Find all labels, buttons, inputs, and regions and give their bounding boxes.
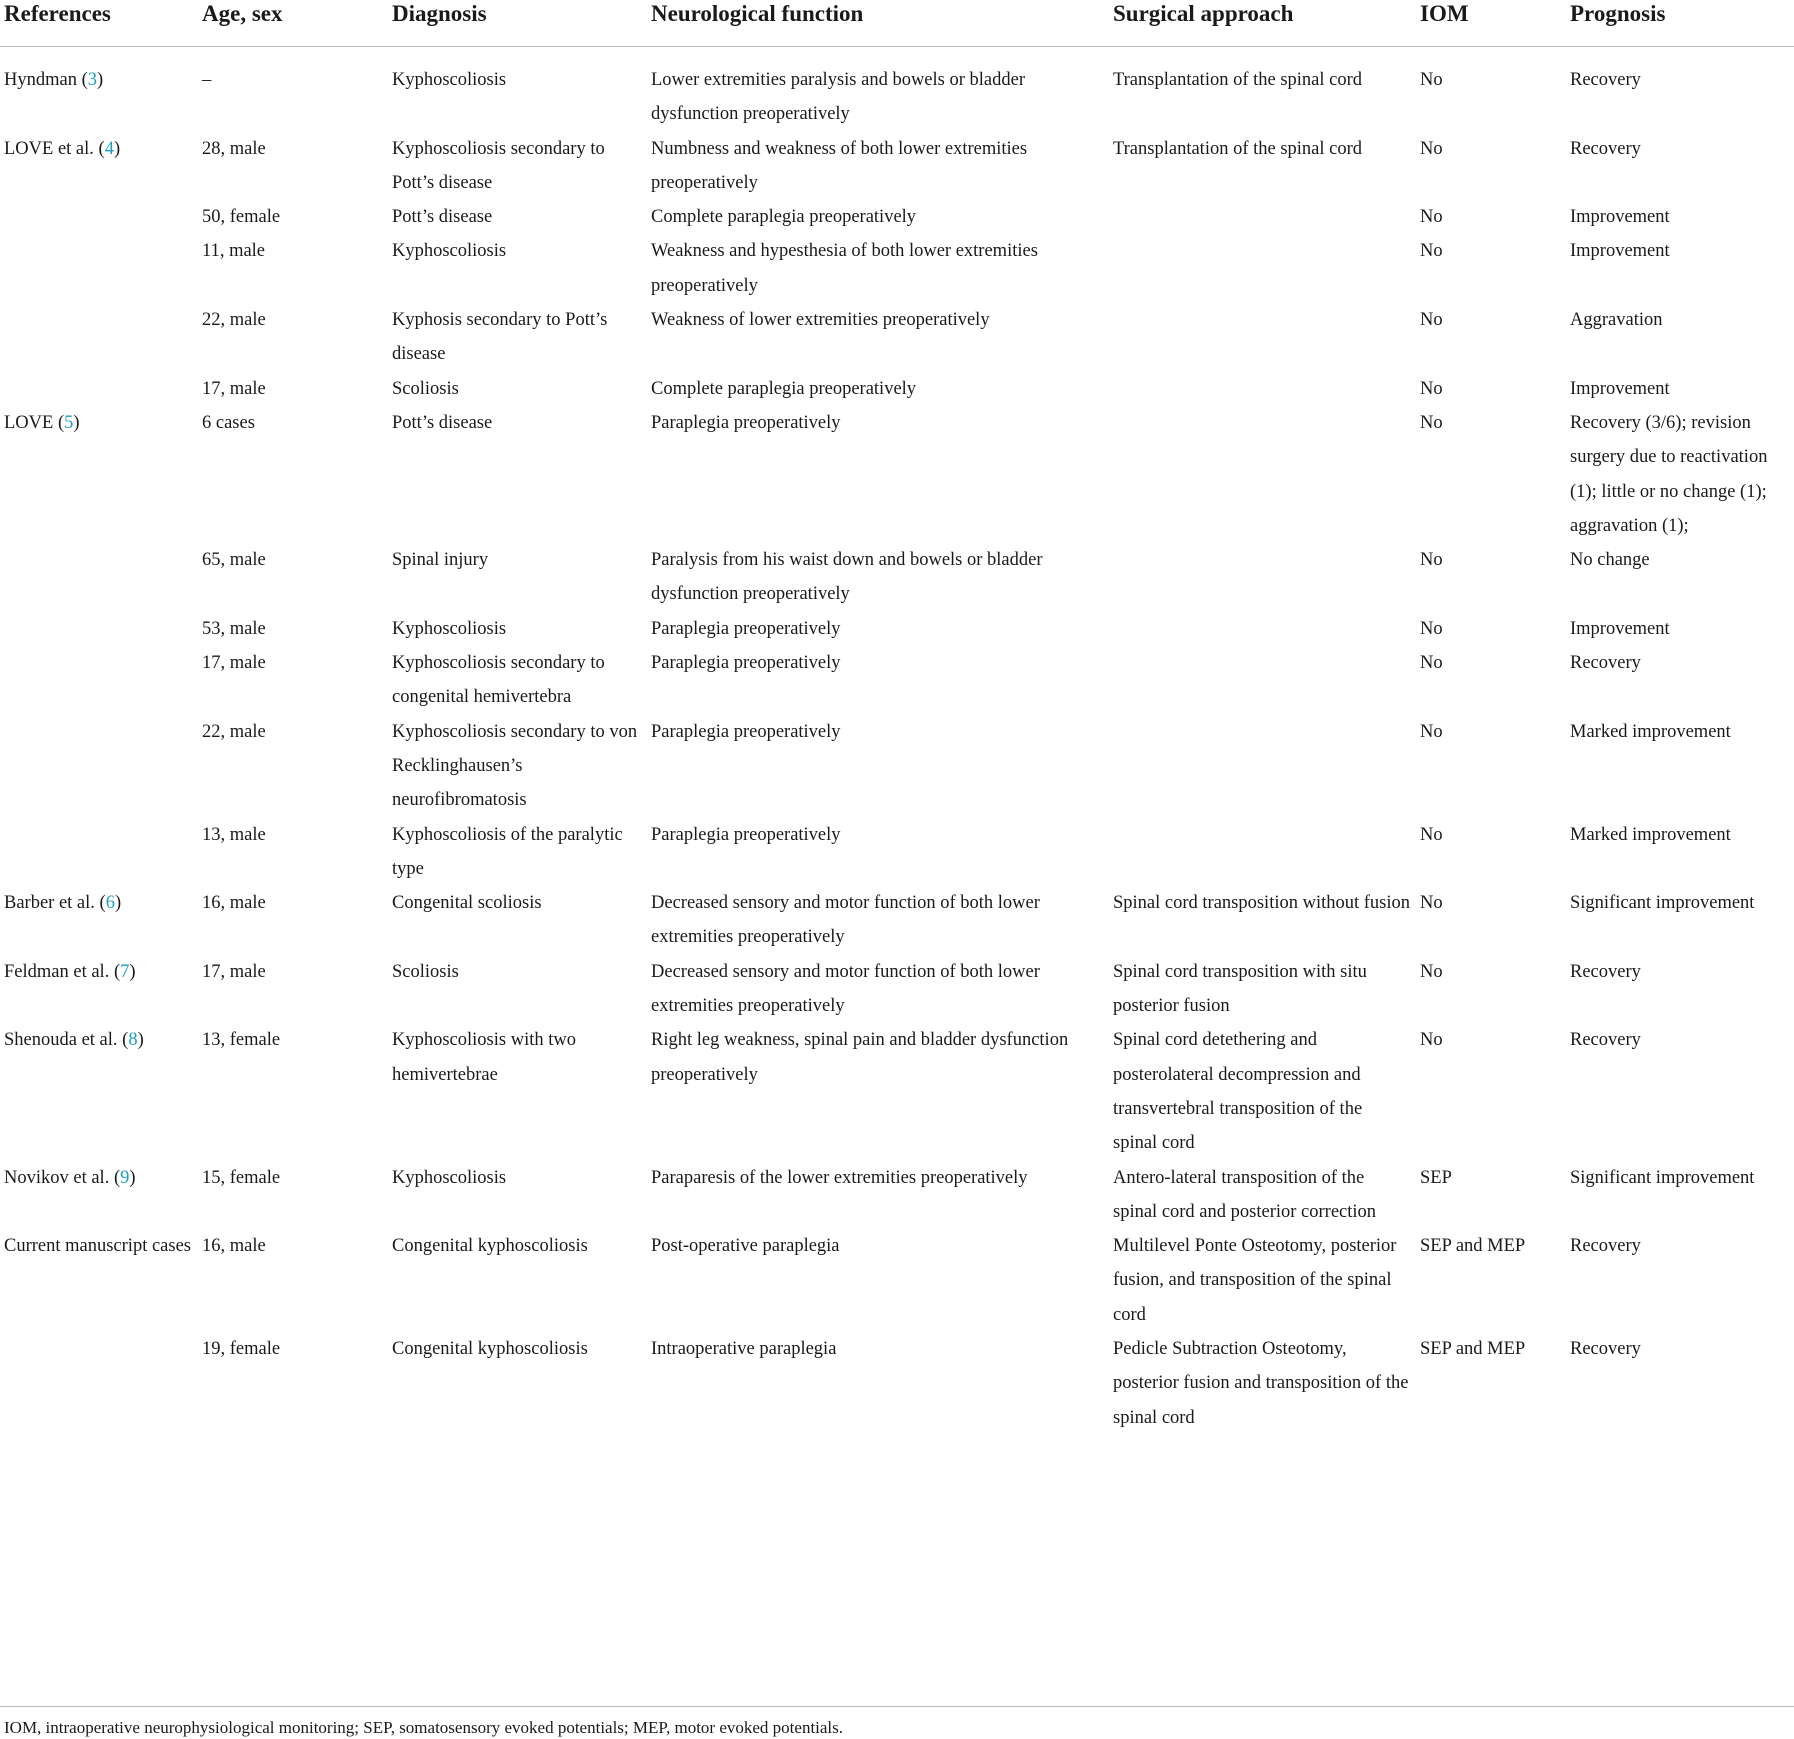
cell-diagnosis: Congenital scoliosis xyxy=(392,893,542,914)
table-row xyxy=(0,234,1794,303)
reference-close: ) xyxy=(129,1167,136,1188)
table-header xyxy=(0,0,1794,47)
cell-reference xyxy=(0,132,198,201)
table-row xyxy=(0,372,1794,406)
reference-text: Feldman et al. ( xyxy=(4,961,121,982)
cell-iom: No xyxy=(1420,824,1443,845)
cell-prognosis: Significant improvement xyxy=(1570,893,1755,914)
cell-age-sex: 13, male xyxy=(202,824,266,845)
cell-prognosis: Recovery xyxy=(1570,1030,1641,1051)
cell-iom: No xyxy=(1420,961,1443,982)
cell-age-sex: 11, male xyxy=(202,241,266,262)
cell-neurological-function: Right leg weakness, spinal pain and bladder dysfunction preoperatively xyxy=(651,1030,1069,1085)
cell-neurological-function: Lower extremities paralysis and bowels or bladder dysfunction preoperatively xyxy=(651,70,1025,125)
cell-iom: No xyxy=(1420,721,1443,742)
table-row xyxy=(0,612,1794,646)
cell-reference xyxy=(0,406,198,543)
cell-diagnosis: Scoliosis xyxy=(392,378,459,399)
table-row xyxy=(0,47,1794,132)
cell-surgical-approach xyxy=(1109,715,1416,818)
cell-surgical-approach: Spinal cord transposition without fusion xyxy=(1113,893,1411,914)
cell-reference xyxy=(0,234,198,303)
reference-close: ) xyxy=(113,138,121,159)
header-diagnosis: Diagnosis xyxy=(388,0,647,47)
cell-diagnosis: Pott’s disease xyxy=(392,207,493,228)
table-row xyxy=(0,1023,1794,1160)
cell-surgical-approach xyxy=(1109,372,1416,406)
cell-iom: No xyxy=(1420,241,1443,262)
table-row xyxy=(0,132,1794,201)
cell-reference xyxy=(0,1332,198,1443)
cell-diagnosis: Kyphoscoliosis secondary to Pott’s disease xyxy=(392,138,605,193)
cell-surgical-approach: Multilevel Ponte Osteotomy, posterior fusion, and transposition of the spinal cord xyxy=(1113,1236,1397,1325)
reference-text: Shenouda et al. ( xyxy=(4,1030,129,1051)
cell-prognosis: Marked improvement xyxy=(1570,824,1731,845)
cell-neurological-function: Paraplegia preoperatively xyxy=(651,824,841,845)
table-body xyxy=(0,47,1794,1443)
cell-prognosis: Recovery xyxy=(1570,961,1641,982)
reference-link[interactable]: 7 xyxy=(120,961,130,982)
table-row xyxy=(0,646,1794,715)
cell-prognosis: Recovery xyxy=(1570,138,1641,159)
table-row xyxy=(0,303,1794,372)
cell-neurological-function: Numbness and weakness of both lower extremities preoperatively xyxy=(651,138,1028,193)
reference-close: ) xyxy=(137,1030,144,1051)
reference-link[interactable]: 4 xyxy=(104,138,114,159)
cell-neurological-function: Paraplegia preoperatively xyxy=(651,653,841,674)
table-row xyxy=(0,543,1794,612)
table-row xyxy=(0,886,1794,955)
cell-age-sex: 65, male xyxy=(202,550,266,571)
cell-age-sex: 15, female xyxy=(202,1167,281,1188)
header-row xyxy=(0,0,1794,47)
cell-reference xyxy=(0,372,198,406)
cell-iom: No xyxy=(1420,412,1443,433)
cell-neurological-function: Complete paraplegia preoperatively xyxy=(651,378,917,399)
cell-diagnosis: Kyphosis secondary to Pott’s disease xyxy=(392,310,608,365)
table-footnote: IOM, intraoperative neurophysiological monitoring; SEP, somatosensory evoked potentials; MEP, motor evoked potentials. xyxy=(0,1706,1794,1739)
cell-diagnosis: Congenital kyphoscoliosis xyxy=(392,1338,588,1359)
cell-neurological-function: Complete paraplegia preoperatively xyxy=(651,207,917,228)
cell-iom: No xyxy=(1420,893,1443,914)
cell-surgical-approach xyxy=(1109,303,1416,372)
cell-diagnosis: Kyphoscoliosis xyxy=(392,1167,507,1188)
cell-surgical-approach xyxy=(1109,612,1416,646)
cell-age-sex: 17, male xyxy=(202,961,266,982)
cell-iom: No xyxy=(1420,207,1443,228)
cell-diagnosis: Spinal injury xyxy=(392,550,489,571)
table-row xyxy=(0,818,1794,887)
cell-diagnosis: Kyphoscoliosis secondary to von Recklinghausen’s neurofibromatosis xyxy=(392,721,638,811)
reference-link[interactable]: 8 xyxy=(128,1030,138,1051)
cell-neurological-function: Weakness of lower extremities preoperatively xyxy=(651,310,990,331)
header-prognosis: Prognosis xyxy=(1566,0,1794,47)
cell-iom: SEP xyxy=(1420,1167,1452,1188)
cell-age-sex: 19, female xyxy=(202,1338,281,1359)
cell-prognosis: Improvement xyxy=(1570,378,1670,399)
table-row xyxy=(0,1161,1794,1230)
cell-reference xyxy=(0,1229,198,1332)
cell-age-sex: 22, male xyxy=(202,310,266,331)
cell-prognosis: Aggravation xyxy=(1570,310,1663,331)
reference-close: ) xyxy=(114,893,122,914)
cell-iom: No xyxy=(1420,618,1443,639)
cell-prognosis: Recovery xyxy=(1570,1338,1641,1359)
reference-text: LOVE ( xyxy=(4,412,65,433)
reference-text: LOVE et al. ( xyxy=(4,138,105,159)
cell-prognosis: Improvement xyxy=(1570,207,1670,228)
cell-prognosis: Recovery xyxy=(1570,1236,1641,1257)
cell-reference xyxy=(0,1023,198,1160)
cell-prognosis: No change xyxy=(1570,550,1650,571)
cell-age-sex: 16, male xyxy=(202,1236,266,1257)
cell-reference xyxy=(0,715,198,818)
cell-reference xyxy=(0,543,198,612)
cell-surgical-approach xyxy=(1109,406,1416,543)
cell-reference xyxy=(0,303,198,372)
cell-neurological-function: Paraplegia preoperatively xyxy=(651,721,841,742)
reference-link[interactable]: 3 xyxy=(87,70,97,90)
header-neurological-function: Neurological function xyxy=(647,0,1109,47)
cell-surgical-approach xyxy=(1109,646,1416,715)
reference-close: ) xyxy=(97,70,104,90)
reference-link[interactable]: 6 xyxy=(105,893,115,914)
cell-diagnosis: Kyphoscoliosis xyxy=(392,241,507,262)
cell-neurological-function: Decreased sensory and motor function of both lower extremities preoperatively xyxy=(651,961,1040,1017)
cell-neurological-function: Paraplegia preoperatively xyxy=(651,412,841,433)
cell-age-sex: 16, male xyxy=(202,893,266,914)
cell-neurological-function: Paraplegia preoperatively xyxy=(651,618,841,639)
cell-neurological-function: Intraoperative paraplegia xyxy=(651,1338,837,1359)
cell-neurological-function: Weakness and hypesthesia of both lower extremities preoperatively xyxy=(651,241,1038,296)
cell-iom: No xyxy=(1420,378,1443,399)
reference-close: ) xyxy=(73,412,80,433)
table-row xyxy=(0,1229,1794,1332)
cell-reference xyxy=(0,818,198,887)
cell-age-sex: 13, female xyxy=(202,1030,281,1051)
cell-iom: SEP and MEP xyxy=(1420,1338,1526,1359)
cell-reference xyxy=(0,1161,198,1230)
cell-diagnosis: Congenital kyphoscoliosis xyxy=(392,1236,588,1257)
reference-text: Barber et al. ( xyxy=(4,893,106,914)
cell-iom: No xyxy=(1420,310,1443,331)
cell-prognosis: Recovery xyxy=(1570,653,1641,674)
cell-reference xyxy=(0,612,198,646)
table-row xyxy=(0,200,1794,234)
cell-prognosis: Improvement xyxy=(1570,241,1670,262)
cell-surgical-approach xyxy=(1109,200,1416,234)
header-iom: IOM xyxy=(1416,0,1566,47)
cell-reference xyxy=(0,886,198,955)
cell-surgical-approach xyxy=(1109,543,1416,612)
cell-age-sex: 28, male xyxy=(202,138,266,159)
reference-close: ) xyxy=(129,961,136,982)
cell-surgical-approach: Pedicle Subtraction Osteotomy, posterior fusion and transposition of the spinal cord xyxy=(1113,1338,1409,1428)
cell-neurological-function: Paralysis from his waist down and bowels or bladder dysfunction preoperatively xyxy=(651,550,1043,605)
cell-prognosis: Recovery (3/6); revision surgery due to reactivation (1); little or no change (1); aggravation (1); xyxy=(1570,412,1768,536)
cell-reference xyxy=(0,47,198,132)
reference-link[interactable]: 5 xyxy=(64,412,74,433)
cell-age-sex: 6 cases xyxy=(202,412,255,433)
cell-age-sex: 22, male xyxy=(202,721,266,742)
cell-neurological-function: Paraparesis of the lower extremities preoperatively xyxy=(651,1167,1028,1188)
cell-age-sex: 17, male xyxy=(202,378,266,399)
cell-iom: No xyxy=(1420,653,1443,674)
cell-diagnosis: Kyphoscoliosis xyxy=(392,70,507,90)
cell-reference xyxy=(0,200,198,234)
cell-age-sex: – xyxy=(202,70,212,90)
cell-iom: SEP and MEP xyxy=(1420,1236,1526,1257)
cell-age-sex: 53, male xyxy=(202,618,266,639)
cell-iom: No xyxy=(1420,138,1443,159)
cell-diagnosis: Pott’s disease xyxy=(392,412,493,433)
cell-age-sex: 50, female xyxy=(202,207,281,228)
cell-reference xyxy=(0,646,198,715)
cell-diagnosis: Kyphoscoliosis of the paralytic type xyxy=(392,824,623,879)
cell-prognosis: Marked improvement xyxy=(1570,721,1731,742)
cell-iom: No xyxy=(1420,70,1443,90)
table-row xyxy=(0,955,1794,1024)
cell-surgical-approach: Transplantation of the spinal cord xyxy=(1113,138,1363,159)
cell-surgical-approach: Transplantation of the spinal cord xyxy=(1113,70,1363,90)
cell-iom: No xyxy=(1420,1030,1443,1051)
reference-text: Current manuscript cases xyxy=(4,1236,191,1257)
table-row xyxy=(0,715,1794,818)
cell-diagnosis: Kyphoscoliosis xyxy=(392,618,507,639)
cell-prognosis: Recovery xyxy=(1570,70,1641,90)
reference-text: Hyndman ( xyxy=(4,70,88,90)
cell-diagnosis: Kyphoscoliosis secondary to congenital hemivertebra xyxy=(392,653,605,708)
reference-text: Novikov et al. ( xyxy=(4,1167,121,1188)
cell-neurological-function: Post-operative paraplegia xyxy=(651,1236,840,1257)
header-age-sex: Age, sex xyxy=(198,0,388,47)
cell-reference xyxy=(0,955,198,1024)
cell-surgical-approach: Antero-lateral transposition of the spinal cord and posterior correction xyxy=(1113,1167,1377,1222)
header-surgical-approach: Surgical approach xyxy=(1109,0,1416,47)
table-row xyxy=(0,406,1794,543)
reference-link[interactable]: 9 xyxy=(120,1167,130,1188)
cell-surgical-approach: Spinal cord transposition with situ posterior fusion xyxy=(1113,961,1367,1017)
cell-diagnosis: Scoliosis xyxy=(392,961,459,982)
cell-prognosis: Significant improvement xyxy=(1570,1167,1755,1188)
header-references: References xyxy=(0,0,198,47)
table-row xyxy=(0,1332,1794,1443)
cell-surgical-approach xyxy=(1109,234,1416,303)
cell-surgical-approach xyxy=(1109,818,1416,887)
cell-age-sex: 17, male xyxy=(202,653,266,674)
cell-prognosis: Improvement xyxy=(1570,618,1670,639)
cell-iom: No xyxy=(1420,550,1443,571)
cell-diagnosis: Kyphoscoliosis with two hemivertebrae xyxy=(392,1030,576,1085)
cell-surgical-approach: Spinal cord detethering and posterolateral decompression and transvertebral transposition of the spinal cord xyxy=(1113,1030,1363,1154)
cell-neurological-function: Decreased sensory and motor function of both lower extremities preoperatively xyxy=(651,893,1040,948)
